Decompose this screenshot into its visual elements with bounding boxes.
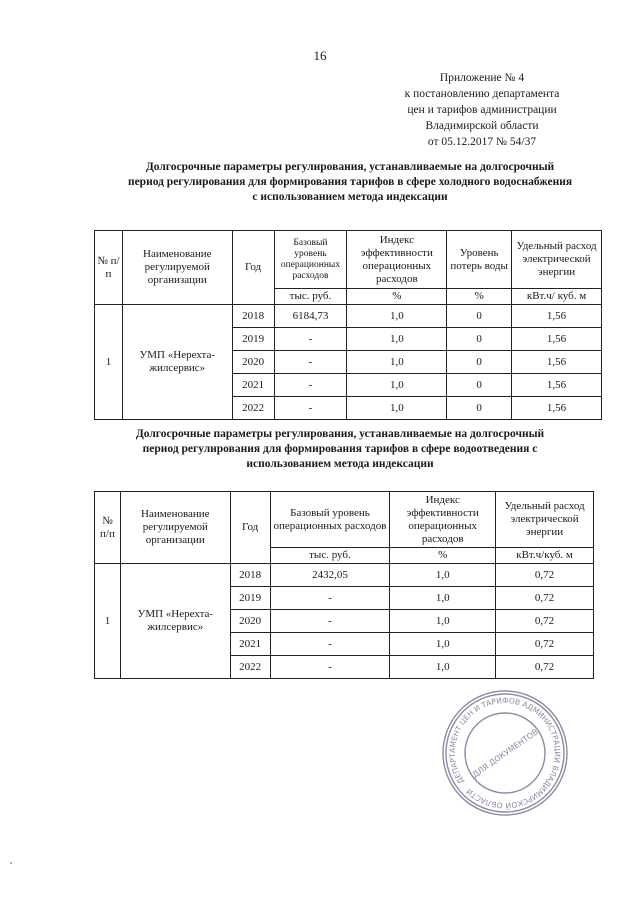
header-num: № п/п: [95, 231, 123, 305]
cell-energy: 0,72: [496, 656, 594, 679]
unit-energy: кВт.ч/ куб. м: [512, 289, 602, 305]
unit-loss: %: [447, 289, 512, 305]
unit-base: тыс. руб.: [274, 289, 347, 305]
department-stamp: [440, 688, 570, 818]
cell-loss: 0: [447, 351, 512, 374]
cell-loss: 0: [447, 328, 512, 351]
appendix-line: Приложение № 4: [439, 72, 525, 84]
cell-loss: 0: [447, 305, 512, 328]
cell-index: 1,0: [390, 564, 496, 587]
table-row: [95, 564, 594, 587]
stamp-outer-text: ДЕПАРТАМЕНТ ЦЕН И ТАРИФОВ АДМИНИСТРАЦИИ ВЛАДИМИРСКОЙ ОБЛАСТИ: [447, 695, 563, 811]
page-number: 16: [313, 48, 327, 63]
header-org: Наименование регулируемой организации: [120, 492, 230, 564]
cell-base: 6184,73: [274, 305, 347, 328]
cell-base: -: [270, 656, 390, 679]
row-num: 1: [95, 564, 121, 679]
unit-base: тыс. руб.: [270, 548, 390, 564]
cell-year: 2018: [232, 305, 274, 328]
stamp-inner-text: ДЛЯ ДОКУМЕНТОВ: [470, 727, 540, 780]
cell-base: -: [274, 328, 347, 351]
cell-index: 1,0: [390, 656, 496, 679]
unit-index: %: [347, 289, 447, 305]
table-row: [95, 305, 602, 328]
title-line: Долгосрочные параметры регулирования, устанавливаемые на долгосрочный: [145, 161, 555, 173]
header-base: Базовый уровень операционных расходов: [274, 231, 347, 289]
cell-year: 2020: [232, 351, 274, 374]
cell-index: 1,0: [390, 610, 496, 633]
header-num: № п/п: [95, 492, 121, 564]
cell-base: -: [274, 374, 347, 397]
cell-year: 2019: [230, 587, 270, 610]
cell-loss: 0: [447, 374, 512, 397]
cell-base: -: [274, 351, 347, 374]
cell-year: 2020: [230, 610, 270, 633]
cell-base: -: [270, 610, 390, 633]
section-title-water-supply: [110, 160, 590, 205]
unit-energy: кВт.ч/куб. м: [496, 548, 594, 564]
header-loss: Уровень потерь воды: [447, 231, 512, 289]
title-line: с использованием метода индексации: [252, 191, 448, 203]
appendix-line: цен и тарифов администрации: [407, 104, 557, 116]
cell-energy: 0,72: [496, 610, 594, 633]
cell-index: 1,0: [347, 328, 447, 351]
cell-energy: 1,56: [512, 397, 602, 420]
header-org: Наименование регулируемой организации: [122, 231, 232, 305]
header-energy: Удельный расход электрической энергии: [496, 492, 594, 548]
stamp-text-group: [440, 688, 570, 818]
cell-year: 2022: [232, 397, 274, 420]
title-line: период регулирования для формирования тарифов в сфере водоотведения с: [142, 443, 538, 455]
cell-index: 1,0: [347, 351, 447, 374]
header-base: Базовый уровень операционных расходов: [270, 492, 390, 548]
water-supply-table: [94, 230, 602, 420]
cell-year: 2021: [232, 374, 274, 397]
title-line: период регулирования для формирования тарифов в сфере холодного водоснабжения: [127, 176, 573, 188]
cell-energy: 1,56: [512, 374, 602, 397]
cell-index: 1,0: [347, 374, 447, 397]
scan-dot: [10, 862, 12, 864]
header-year: Год: [232, 231, 274, 305]
cell-energy: 0,72: [496, 633, 594, 656]
cell-year: 2018: [230, 564, 270, 587]
header-index: Индекс эффективности операционных расходов: [390, 492, 496, 548]
wastewater-table: [94, 491, 594, 679]
org-name: УМП «Нерехта-жилсервис»: [122, 305, 232, 420]
cell-energy: 0,72: [496, 564, 594, 587]
appendix-line: Владимирской области: [425, 120, 539, 132]
appendix-line: к постановлению департамента: [404, 88, 560, 100]
cell-base: -: [270, 633, 390, 656]
row-num: 1: [95, 305, 123, 420]
cell-index: 1,0: [347, 305, 447, 328]
cell-energy: 1,56: [512, 328, 602, 351]
header-energy: Удельный расход электрической энергии: [512, 231, 602, 289]
title-line: использованием метода индексации: [246, 458, 434, 470]
cell-index: 1,0: [347, 397, 447, 420]
title-line: Долгосрочные параметры регулирования, устанавливаемые на долгосрочный: [135, 428, 545, 440]
org-name: УМП «Нерехта-жилсервис»: [120, 564, 230, 679]
section-title-wastewater: [100, 427, 580, 472]
appendix-note: [362, 70, 602, 150]
cell-energy: 1,56: [512, 305, 602, 328]
cell-base: -: [274, 397, 347, 420]
cell-loss: 0: [447, 397, 512, 420]
cell-index: 1,0: [390, 587, 496, 610]
cell-energy: 0,72: [496, 587, 594, 610]
appendix-line: от 05.12.2017 № 54/37: [427, 136, 537, 148]
header-index: Индекс эффективности операционных расходов: [347, 231, 447, 289]
cell-energy: 1,56: [512, 351, 602, 374]
cell-year: 2021: [230, 633, 270, 656]
cell-index: 1,0: [390, 633, 496, 656]
header-year: Год: [230, 492, 270, 564]
cell-base: 2432,05: [270, 564, 390, 587]
cell-base: -: [270, 587, 390, 610]
cell-year: 2019: [232, 328, 274, 351]
unit-index: %: [390, 548, 496, 564]
cell-year: 2022: [230, 656, 270, 679]
